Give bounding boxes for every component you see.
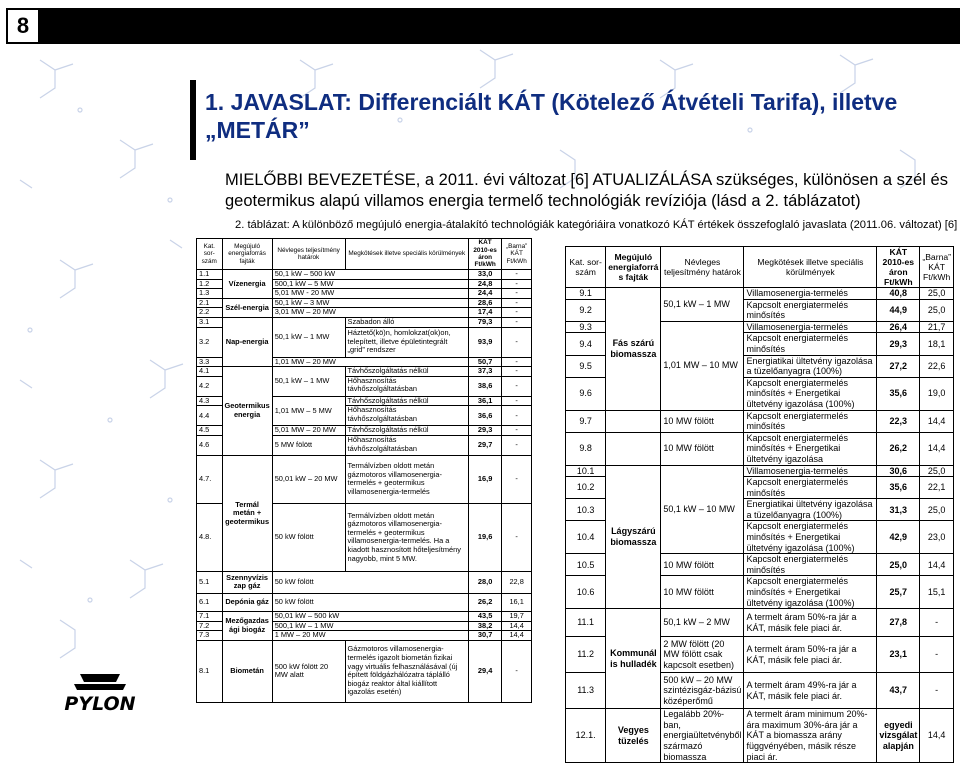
header-cell: Megkötések illetve speciális körülmények: [744, 247, 877, 288]
pylon-logo-icon: [40, 672, 160, 714]
table-header-row: [197, 239, 532, 270]
table-row: 10.1 Lágyszárú biomassza 50,1 kW – 10 MW Villamosenergia-termelés 30,6 25,0: [566, 465, 954, 477]
table-row: 10.3 Energiatikai ültetvény igazolása a tüzelőanyagra (100%) 31,3 25,0: [566, 499, 954, 521]
table-row: 4.1 Geotermikus energia 50,1 kW – 1 MW Távhőszolgáltatás nélkül 37,3 -: [197, 367, 532, 377]
header-cell: Névleges teljesítmény határok: [661, 247, 744, 288]
table-row: 6.1 Depónia gáz 50 kW fölött 26,2 16,1: [197, 593, 532, 611]
category-cell: Depónia gáz: [222, 593, 272, 611]
table-row: 8.1 Biometán 500 kW fölött 20 MW alatt Gázmotoros villamosenergia-termelés igazolt biometán fizikai vagy virtuális felhasználásával (új épített földgázhálózatra táplálló biogáz reaktor által kiállított igazolás esetén) 29,4 -: [197, 640, 532, 702]
table-caption: 2. táblázat: A különböző megújuló energia-átalakító technológiák kategóriáira vonatkozó KÁT értékek összefoglaló javaslata (2011.06. változat) [6]: [235, 219, 958, 231]
table-row: 7.3 1 MW – 20 MW 30,7 14,4: [197, 631, 532, 641]
header-cell: Megújuló energiaforrás fajták: [222, 239, 272, 270]
table-row: 4.4 Hőhasznosítás távhőszolgáltatásban 36,6 -: [197, 406, 532, 426]
table-row: 4.6 5 MW fölött Hőhasznosítás távhőszolgáltatásban 29,7 -: [197, 435, 532, 455]
header-strip: [38, 8, 960, 44]
page-number: 8: [6, 8, 40, 44]
header-cell: KÁT 2010-es áron Ft/kWh: [468, 239, 501, 270]
header-cell: KÁT 2010-es áron Ft/kWh: [877, 247, 920, 288]
table-row: 10.4 Kapcsolt energiatermelés minősítés + Energetikai ültetvény igazolása (100%) 42,9 23,0: [566, 521, 954, 554]
table-row: 2.2 3,01 MW – 20 MW 17,4 -: [197, 308, 532, 318]
table-row: 4.5 5,01 MW – 20 MW Távhőszolgáltatás nélkül 29,3 -: [197, 426, 532, 436]
table-row: 11.1 Kommunál is hulladék 50,1 kW – 2 MW A termelt áram 50%-ra jár a KÁT, másik fele piaci ár. 27,8 -: [566, 609, 954, 637]
table-row: 9.6 Kapcsolt energiatermelés minősítés + Energetikai ültetvény igazolása (100%) 35,6 19,0: [566, 377, 954, 410]
table-row: 4.3 1,01 MW – 5 MW Távhőszolgáltatás nélkül 36,1 -: [197, 396, 532, 406]
table-row: 7.1 Mezőgazdas ági biogáz 50,01 kW – 500 kW 43,5 19,7: [197, 611, 532, 621]
title-accent-bar: [190, 80, 196, 160]
table-row: 3.3 1,01 MW – 20 MW 50,7 -: [197, 357, 532, 367]
table-row: 2.1 Szél-energia 50,1 kW – 3 MW 28,6 -: [197, 298, 532, 308]
table-row: 7.2 500,1 kW – 1 MW 38,2 14,4: [197, 621, 532, 631]
title-line-2: „METÁR”: [205, 117, 310, 143]
table-row: 10.6 10 MW fölött Kapcsolt energiatermelés minősítés + Energetikai ültetvény igazolása (100%) 25,7 15,1: [566, 576, 954, 609]
logo-text: PYLON: [64, 693, 136, 714]
header-cell: Névleges teljesítmény határok: [272, 239, 345, 270]
table-row: 10.2 Kapcsolt energiatermelés minősítés 35,6 22,1: [566, 477, 954, 499]
table-row: 4.7. Termál metán + geotermikus 50,01 kW – 20 MW Termálvízben oldott metán gázmotoros villamosenergia-termelés + geotermikus villamosenergia-termelés 16,9 -: [197, 455, 532, 503]
pylon-logo: [40, 672, 160, 714]
category-cell: Fás szárú biomassza: [606, 288, 661, 411]
category-cell: Vegyes tüzelés: [606, 709, 661, 763]
header-cell: „Barna” KÁT Ft/kWh: [920, 247, 954, 288]
category-cell: Szél-energia: [222, 298, 272, 317]
category-cell: Kommunál is hulladék: [606, 609, 661, 709]
category-cell: Szennyvízis zap gáz: [222, 571, 272, 593]
table-row: 9.3 1,01 MW – 10 MW Villamosenergia-termelés 26,4 21,7: [566, 321, 954, 333]
table-row: 3.1 Nap-energia 50,1 kW – 1 MW Szabadon álló 79,3 -: [197, 317, 532, 327]
table-row: 9.8 10 MW fölött Kapcsolt energiatermelés minősítés + Energetikai ültetvény igazolása 26,2 14,4: [566, 432, 954, 465]
table-header-row: [566, 247, 954, 288]
table-row: 10.5 10 MW fölött Kapcsolt energiatermelés minősítés 25,0 14,4: [566, 554, 954, 576]
table-row: 1.3 5,01 MW - 20 MW 24,4 -: [197, 289, 532, 299]
table-row: 9.1 Fás szárú biomassza 50,1 kW – 1 MW Villamosenergia-termelés 40,8 25,0: [566, 288, 954, 300]
header-cell: Kat. sor-szám: [197, 239, 223, 270]
table-row: 12.1. Vegyes tüzelés Legalább 20%-ban, energiaültetvényből származó biomassza A termelt áram minimum 20%-ára maximum 30%-ára jár a KÁT a biomassza arány függvényében, másik része piaci ár. egyedi vizsgálat alapján 14,4: [566, 709, 954, 763]
category-cell: Geotermikus energia: [222, 367, 272, 456]
subtitle-text: MIELŐBBI BEVEZETÉSE, a 2011. évi változat [6] ATUALIZÁLÁSA szükséges, különösen a szél és geotermikus alapú villamos energia termelő technológiák revíziója (lásd a 2. táblázatot): [225, 171, 948, 210]
table-row: 1.2 500,1 kW – 5 MW 24,8 -: [197, 279, 532, 289]
table-row: 4.2 Hőhasznosítás távhőszolgáltatásban 38,6 -: [197, 376, 532, 396]
category-cell: Lágyszárú biomassza: [606, 465, 661, 609]
table-row: 5.1 Szennyvízis zap gáz 50 kW fölött 28,0 22,8: [197, 571, 532, 593]
kat-table-right: [565, 246, 954, 763]
header-cell: Megkötések illetve speciális körülmények: [345, 239, 468, 270]
table-row: 9.4 Kapcsolt energiatermelés minősítés 29,3 18,1: [566, 333, 954, 355]
title-line-1: 1. JAVASLAT: Differenciált KÁT (Kötelező Átvételi Tarifa), illetve: [205, 89, 898, 115]
category-cell: Nap-energia: [222, 317, 272, 366]
category-cell: Biometán: [222, 640, 272, 702]
header-cell: Megújuló energiaforrá s fajták: [606, 247, 661, 288]
category-cell: Vízenergia: [222, 270, 272, 299]
category-cell: Mezőgazdas ági biogáz: [222, 611, 272, 640]
page-title: [205, 88, 945, 144]
table-row: 9.2 Kapcsolt energiatermelés minősítés 44,9 25,0: [566, 299, 954, 321]
table-row: 9.5 Energiatikai ültetvény igazolása a tüzelőanyagra (100%) 27,2 22,6: [566, 355, 954, 377]
table-row: 4.8. 50 kW fölött Termálvízben oldott metán gázmotoros villamosenergia-termelés + geotermikus villamosenergia-termelés. Ha a kiadott hasznosított hőteljesítmény nagyobb, mint 5 MW. 19,6 -: [197, 503, 532, 571]
category-cell: Termál metán + geotermikus: [222, 455, 272, 571]
kat-table-left: [196, 238, 532, 703]
table-row: 3.2 Háztető(kö)n, homlokzat(ok)on, telepített, illetve épületintegrált „grid” rendszer 93,9 -: [197, 327, 532, 357]
table-row: 1.1 Vízenergia 50,1 kW – 500 kW 33,0 -: [197, 270, 532, 280]
header-cell: „Barna” KÁT Ft/kWh: [502, 239, 532, 270]
table-row: 9.7 10 MW fölött Kapcsolt energiatermelés minősítés 22,3 14,4: [566, 410, 954, 432]
table-row: 11.2 2 MW fölött (20 MW fölött csak kapcsolt esetben) A termelt áram 50%-ra jár a KÁT, másik fele piaci ár. 23,1 -: [566, 637, 954, 673]
header-cell: Kat. sor-szám: [566, 247, 606, 288]
table-row: 11.3 500 kW – 20 MW szintézisgáz-bázisú középerőmű A termelt áram 49%-ra jár a KÁT, másik fele piaci ár. 43,7 -: [566, 673, 954, 709]
